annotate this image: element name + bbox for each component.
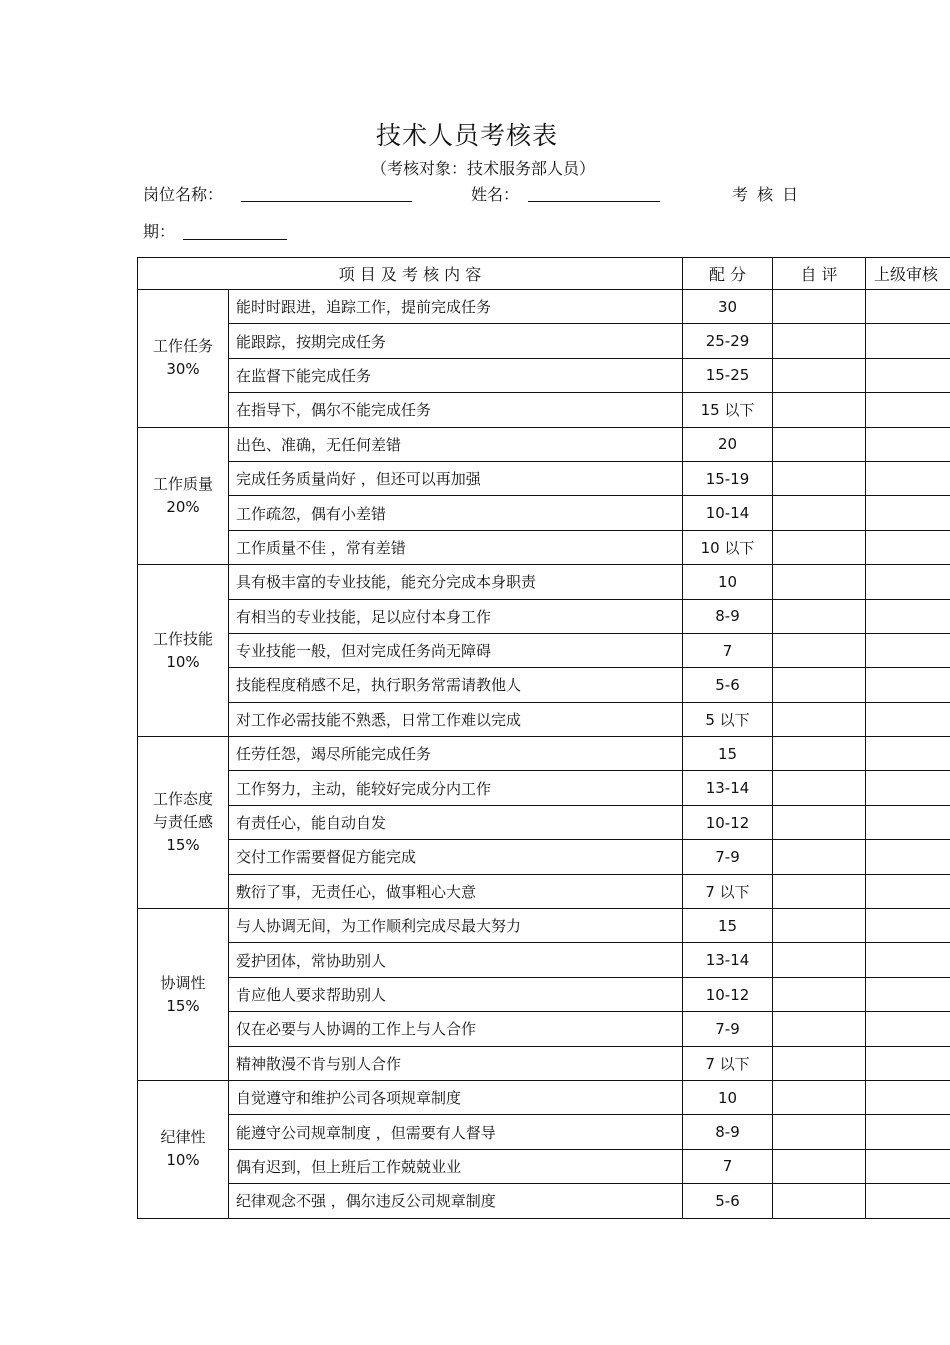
criteria-text: 偶有迟到，但上班后工作兢兢业业	[229, 1149, 683, 1183]
header-content: 项 目 及 考 核 内 容	[138, 258, 683, 290]
score-cell: 5-6	[683, 1184, 773, 1218]
criteria-text: 敷衍了事，无责任心，做事粗心大意	[229, 874, 683, 908]
score-cell: 25-29	[683, 324, 773, 358]
score-cell: 5-6	[683, 668, 773, 702]
table-row	[138, 840, 950, 874]
criteria-text: 在监督下能完成任务	[229, 358, 683, 392]
category-cell	[138, 565, 229, 737]
criteria-text: 工作疏忽，偶有小差错	[229, 496, 683, 530]
self-eval-cell[interactable]	[773, 1012, 866, 1046]
table-row	[138, 1012, 950, 1046]
score-cell: 15	[683, 737, 773, 771]
date-field[interactable]	[183, 239, 287, 240]
score-cell: 7-9	[683, 840, 773, 874]
criteria-text: 与人协调无间，为工作顺利完成尽最大努力	[229, 909, 683, 943]
superior-review-cell[interactable]	[866, 530, 950, 564]
score-cell: 7 以下	[683, 874, 773, 908]
criteria-text: 工作努力，主动，能较好完成分内工作	[229, 771, 683, 805]
superior-review-cell[interactable]	[866, 324, 950, 358]
score-cell: 10	[683, 565, 773, 599]
score-cell: 7	[683, 633, 773, 667]
table-row	[138, 702, 950, 736]
self-eval-cell[interactable]	[773, 737, 866, 771]
table-row	[138, 1115, 950, 1149]
superior-review-cell[interactable]	[866, 461, 950, 495]
criteria-text: 肯应他人要求帮助别人	[229, 977, 683, 1011]
self-eval-cell[interactable]	[773, 1115, 866, 1149]
score-cell: 20	[683, 427, 773, 461]
superior-review-cell[interactable]	[866, 599, 950, 633]
score-cell: 7	[683, 1149, 773, 1183]
table-row	[138, 977, 950, 1011]
table-row	[138, 1080, 950, 1114]
self-eval-cell[interactable]	[773, 290, 866, 324]
table-row	[138, 599, 950, 633]
table-row	[138, 805, 950, 839]
superior-review-cell[interactable]	[866, 358, 950, 392]
table-row	[138, 427, 950, 461]
position-field[interactable]	[241, 201, 412, 202]
category-label: 20%	[166, 497, 200, 516]
position-label: 岗位名称：	[143, 185, 224, 204]
table-row	[138, 909, 950, 943]
table-header-row	[138, 258, 950, 290]
self-eval-cell[interactable]	[773, 702, 866, 736]
self-eval-cell[interactable]	[773, 805, 866, 839]
criteria-text: 交付工作需要督促方能完成	[229, 840, 683, 874]
score-cell: 7-9	[683, 1012, 773, 1046]
score-cell: 15 以下	[683, 393, 773, 427]
superior-review-cell[interactable]	[866, 909, 950, 943]
category-cell	[138, 427, 229, 565]
superior-review-cell[interactable]	[866, 771, 950, 805]
score-cell: 10-12	[683, 977, 773, 1011]
superior-review-cell[interactable]	[866, 393, 950, 427]
criteria-text: 在指导下，偶尔不能完成任务	[229, 393, 683, 427]
category-cell	[138, 290, 229, 428]
category-label: 30%	[166, 360, 200, 379]
self-eval-cell[interactable]	[773, 393, 866, 427]
table-row	[138, 633, 950, 667]
table-row	[138, 943, 950, 977]
superior-review-cell[interactable]	[866, 1012, 950, 1046]
category-label: 纪律性	[160, 1128, 206, 1147]
score-cell: 8-9	[683, 1115, 773, 1149]
category-label: 工作任务	[152, 337, 213, 356]
criteria-text: 任劳任怨，竭尽所能完成任务	[229, 737, 683, 771]
table-row	[138, 1149, 950, 1183]
superior-review-cell[interactable]	[866, 737, 950, 771]
header-self-eval: 自 评	[773, 258, 866, 290]
self-eval-cell[interactable]	[773, 358, 866, 392]
superior-review-cell[interactable]	[866, 943, 950, 977]
self-eval-cell[interactable]	[773, 977, 866, 1011]
superior-review-cell[interactable]	[866, 1149, 950, 1183]
category-label: 工作质量	[152, 474, 213, 493]
category-cell	[138, 1080, 229, 1218]
superior-review-cell[interactable]	[866, 565, 950, 599]
criteria-text: 对工作必需技能不熟悉，日常工作难以完成	[229, 702, 683, 736]
superior-review-cell[interactable]	[866, 1046, 950, 1080]
score-cell: 30	[683, 290, 773, 324]
criteria-text: 能时时跟进，追踪工作，提前完成任务	[229, 290, 683, 324]
page-subtitle: （考核对象：技术服务部人员）	[370, 159, 595, 178]
self-eval-cell[interactable]	[773, 943, 866, 977]
criteria-text: 能跟踪，按期完成任务	[229, 324, 683, 358]
table-row	[138, 1046, 950, 1080]
category-cell	[138, 909, 229, 1081]
criteria-text: 有相当的专业技能，足以应付本身工作	[229, 599, 683, 633]
score-cell: 13-14	[683, 771, 773, 805]
self-eval-cell[interactable]	[773, 771, 866, 805]
criteria-text: 具有极丰富的专业技能，能充分完成本身职责	[229, 565, 683, 599]
self-eval-cell[interactable]	[773, 1080, 866, 1114]
evaluation-table	[137, 257, 950, 1219]
table-row	[138, 290, 950, 324]
table-row	[138, 771, 950, 805]
superior-review-cell[interactable]	[866, 633, 950, 667]
self-eval-cell[interactable]	[773, 1184, 866, 1218]
self-eval-cell[interactable]	[773, 874, 866, 908]
table-row	[138, 668, 950, 702]
category-label: 15%	[166, 996, 200, 1015]
score-cell: 10-14	[683, 496, 773, 530]
score-cell: 13-14	[683, 943, 773, 977]
superior-review-cell[interactable]	[866, 496, 950, 530]
self-eval-cell[interactable]	[773, 1046, 866, 1080]
score-cell: 15-25	[683, 358, 773, 392]
self-eval-cell[interactable]	[773, 599, 866, 633]
superior-review-cell[interactable]	[866, 290, 950, 324]
score-cell: 15	[683, 909, 773, 943]
criteria-text: 工作质量不佳 ，常有差错	[229, 530, 683, 564]
name-label: 姓名：	[471, 185, 520, 204]
superior-review-cell[interactable]	[866, 668, 950, 702]
category-label: 10%	[166, 652, 200, 671]
score-cell: 7 以下	[683, 1046, 773, 1080]
self-eval-cell[interactable]	[773, 496, 866, 530]
table-row	[138, 874, 950, 908]
header-superior-review: 上级审核	[866, 258, 950, 290]
table-row	[138, 496, 950, 530]
superior-review-cell[interactable]	[866, 1080, 950, 1114]
self-eval-cell[interactable]	[773, 461, 866, 495]
superior-review-cell[interactable]	[866, 1115, 950, 1149]
self-eval-cell[interactable]	[773, 530, 866, 564]
table-row	[138, 737, 950, 771]
table-row	[138, 393, 950, 427]
score-cell: 10 以下	[683, 530, 773, 564]
table-row	[138, 358, 950, 392]
self-eval-cell[interactable]	[773, 565, 866, 599]
superior-review-cell[interactable]	[866, 977, 950, 1011]
table-row	[138, 1184, 950, 1218]
table-row	[138, 324, 950, 358]
category-label: 协调性	[160, 973, 206, 992]
criteria-text: 完成任务质量尚好 ，但还可以再加强	[229, 461, 683, 495]
criteria-text: 精神散漫不肯与别人合作	[229, 1046, 683, 1080]
table-row	[138, 530, 950, 564]
superior-review-cell[interactable]	[866, 1184, 950, 1218]
score-cell: 15-19	[683, 461, 773, 495]
superior-review-cell[interactable]	[866, 702, 950, 736]
category-label: 工作技能	[152, 629, 213, 648]
criteria-text: 自觉遵守和维护公司各项规章制度	[229, 1080, 683, 1114]
superior-review-cell[interactable]	[866, 874, 950, 908]
criteria-text: 专业技能一般，但对完成任务尚无障碍	[229, 633, 683, 667]
page-title: 技术人员考核表	[375, 121, 558, 150]
self-eval-cell[interactable]	[773, 324, 866, 358]
category-label: 工作态度	[152, 790, 213, 809]
category-label: 10%	[166, 1151, 200, 1170]
criteria-text: 纪律观念不强 ，偶尔违反公司规章制度	[229, 1184, 683, 1218]
score-cell: 8-9	[683, 599, 773, 633]
criteria-text: 技能程度稍感不足，执行职务常需请教他人	[229, 668, 683, 702]
superior-review-cell[interactable]	[866, 427, 950, 461]
self-eval-cell[interactable]	[773, 909, 866, 943]
score-cell: 10-12	[683, 805, 773, 839]
category-cell	[138, 737, 229, 909]
criteria-text: 能遵守公司规章制度 ，但需要有人督导	[229, 1115, 683, 1149]
superior-review-cell[interactable]	[866, 805, 950, 839]
score-cell: 5 以下	[683, 702, 773, 736]
self-eval-cell[interactable]	[773, 427, 866, 461]
self-eval-cell[interactable]	[773, 840, 866, 874]
date-label-part2: 期：	[143, 222, 176, 241]
date-label-part1: 考 核 日	[732, 185, 801, 204]
table-row	[138, 565, 950, 599]
criteria-text: 仅在必要与人协调的工作上与人合作	[229, 1012, 683, 1046]
criteria-text: 有责任心，能自动自发	[229, 805, 683, 839]
name-field[interactable]	[528, 201, 660, 202]
score-cell: 10	[683, 1080, 773, 1114]
superior-review-cell[interactable]	[866, 840, 950, 874]
self-eval-cell[interactable]	[773, 633, 866, 667]
self-eval-cell[interactable]	[773, 1149, 866, 1183]
category-label: 与责任感	[152, 813, 213, 832]
header-score: 配 分	[683, 258, 773, 290]
criteria-text: 出色、准确，无任何差错	[229, 427, 683, 461]
table-row	[138, 461, 950, 495]
criteria-text: 爱护团体，常协助别人	[229, 943, 683, 977]
self-eval-cell[interactable]	[773, 668, 866, 702]
category-label: 15%	[166, 836, 200, 855]
